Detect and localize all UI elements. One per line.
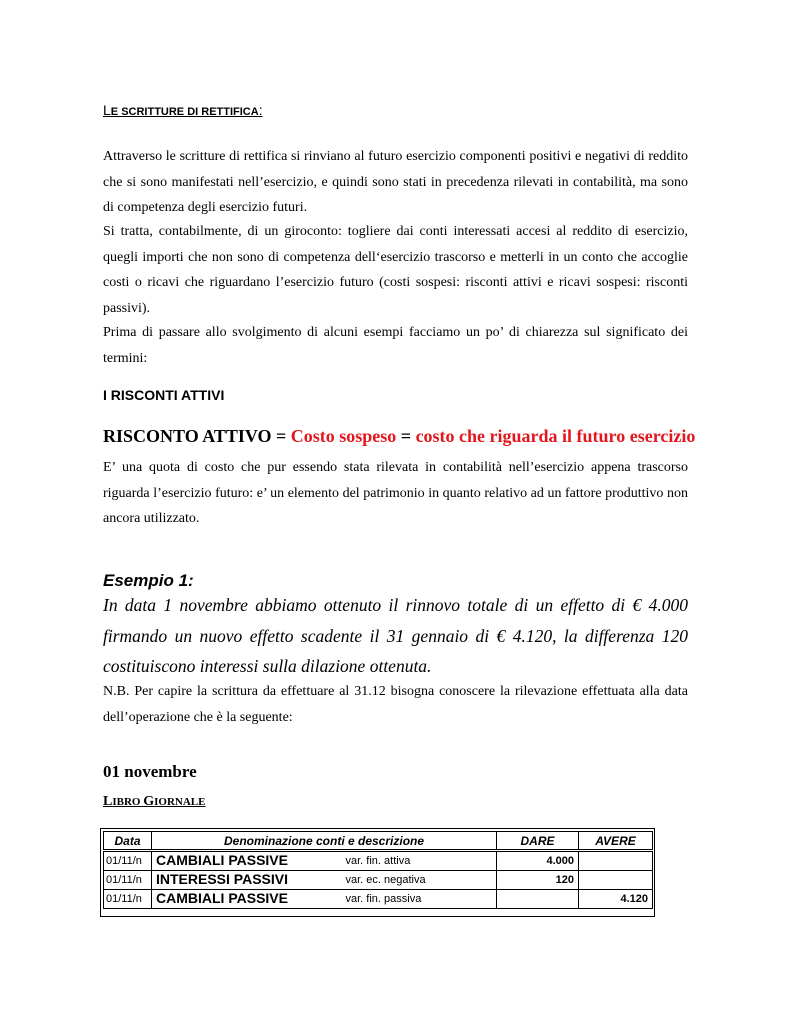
row-date: 01/11/n — [104, 871, 152, 890]
table-row — [104, 851, 653, 871]
risconti-attivi-heading: I RISCONTI ATTIVI — [103, 387, 225, 403]
row-dare: 120 — [497, 871, 579, 890]
header-data: Data — [104, 832, 152, 851]
section-heading: LE SCRITTURE DI RETTIFICA: — [103, 102, 263, 118]
row-date: 01/11/n — [104, 851, 152, 871]
row-note: var. fin. attiva — [342, 851, 497, 871]
risconto-attivo-label: RISCONTO ATTIVO = — [103, 426, 287, 446]
libro-giornale-heading: LIBRO GIORNALE — [103, 794, 206, 809]
definition-paragraph: E’ una quota di costo che pur essendo stata rilevata in contabilità nell’esercizio appena trascorso riguarda l’esercizio futuro: e’ un elemento del patrimonio in quanto relativo ad un fattore produttivo non ancora utilizzato. — [103, 460, 688, 526]
row-dare — [497, 890, 579, 909]
equals-sign: = — [400, 426, 412, 446]
header-description: Denominazione conti e descrizione — [152, 832, 497, 851]
row-avere — [579, 851, 653, 871]
date-heading: 01 novembre — [103, 762, 197, 781]
journal-table — [103, 831, 653, 909]
costo-sospeso-text: Costo sospeso — [290, 426, 397, 446]
row-account: CAMBIALI PASSIVE — [152, 890, 342, 909]
paragraph-giroconto: Si tratta, contabilmente, di un giroconto: togliere dai conti interessati accesi al reddito di esercizio, quegli importi che non sono di competenza dell‘esercizio trascorso e metterli in un conto che accoglie costi o ricavi che riguardano l’esercizio futuro (costi sospesi: risconti attivi e ricavi sospesi: risconti passivi). — [103, 224, 688, 316]
row-date: 01/11/n — [104, 890, 152, 909]
row-account: CAMBIALI PASSIVE — [152, 851, 342, 871]
row-note: var. fin. passiva — [342, 890, 497, 909]
row-account: INTERESSI PASSIVI — [152, 871, 342, 890]
row-note: var. ec. negativa — [342, 871, 497, 890]
paragraph-intro: Attraverso le scritture di rettifica si rinviano al futuro esercizio componenti positivi e negativi di reddito che si sono manifestati nell’esercizio, e quindi sono stati in precedenza rilevati in contabilità, ma sono di competenza degli esercizio futuri. — [103, 149, 688, 215]
journal-header-row — [104, 832, 653, 851]
header-dare: DARE — [497, 832, 579, 851]
risconto-attivo-definition-heading — [103, 426, 695, 447]
example-text: In data 1 novembre abbiamo ottenuto il rinnovo totale di un effetto di € 4.000 firmando un nuovo effetto scadente il 31 gennaio di € 4.120, la differenza 120 costituiscono interessi sulla dilazione ottenuta. — [103, 595, 688, 676]
row-avere — [579, 871, 653, 890]
table-row — [104, 890, 653, 909]
example-note: N.B. Per capire la scrittura da effettuare al 31.12 bisogna conoscere la rilevazione effettuata alla data dell’operazione che è la seguente: — [103, 684, 688, 725]
costo-futuro-text: costo che riguarda il futuro esercizio — [415, 426, 696, 446]
row-dare: 4.000 — [497, 851, 579, 871]
paragraph-termini: Prima di passare allo svolgimento di alcuni esempi facciamo un po’ di chiarezza sul significato dei termini: — [103, 325, 688, 366]
row-avere: 4.120 — [579, 890, 653, 909]
table-row — [104, 871, 653, 890]
header-avere: AVERE — [579, 832, 653, 851]
example-title: Esempio 1: — [103, 571, 194, 590]
